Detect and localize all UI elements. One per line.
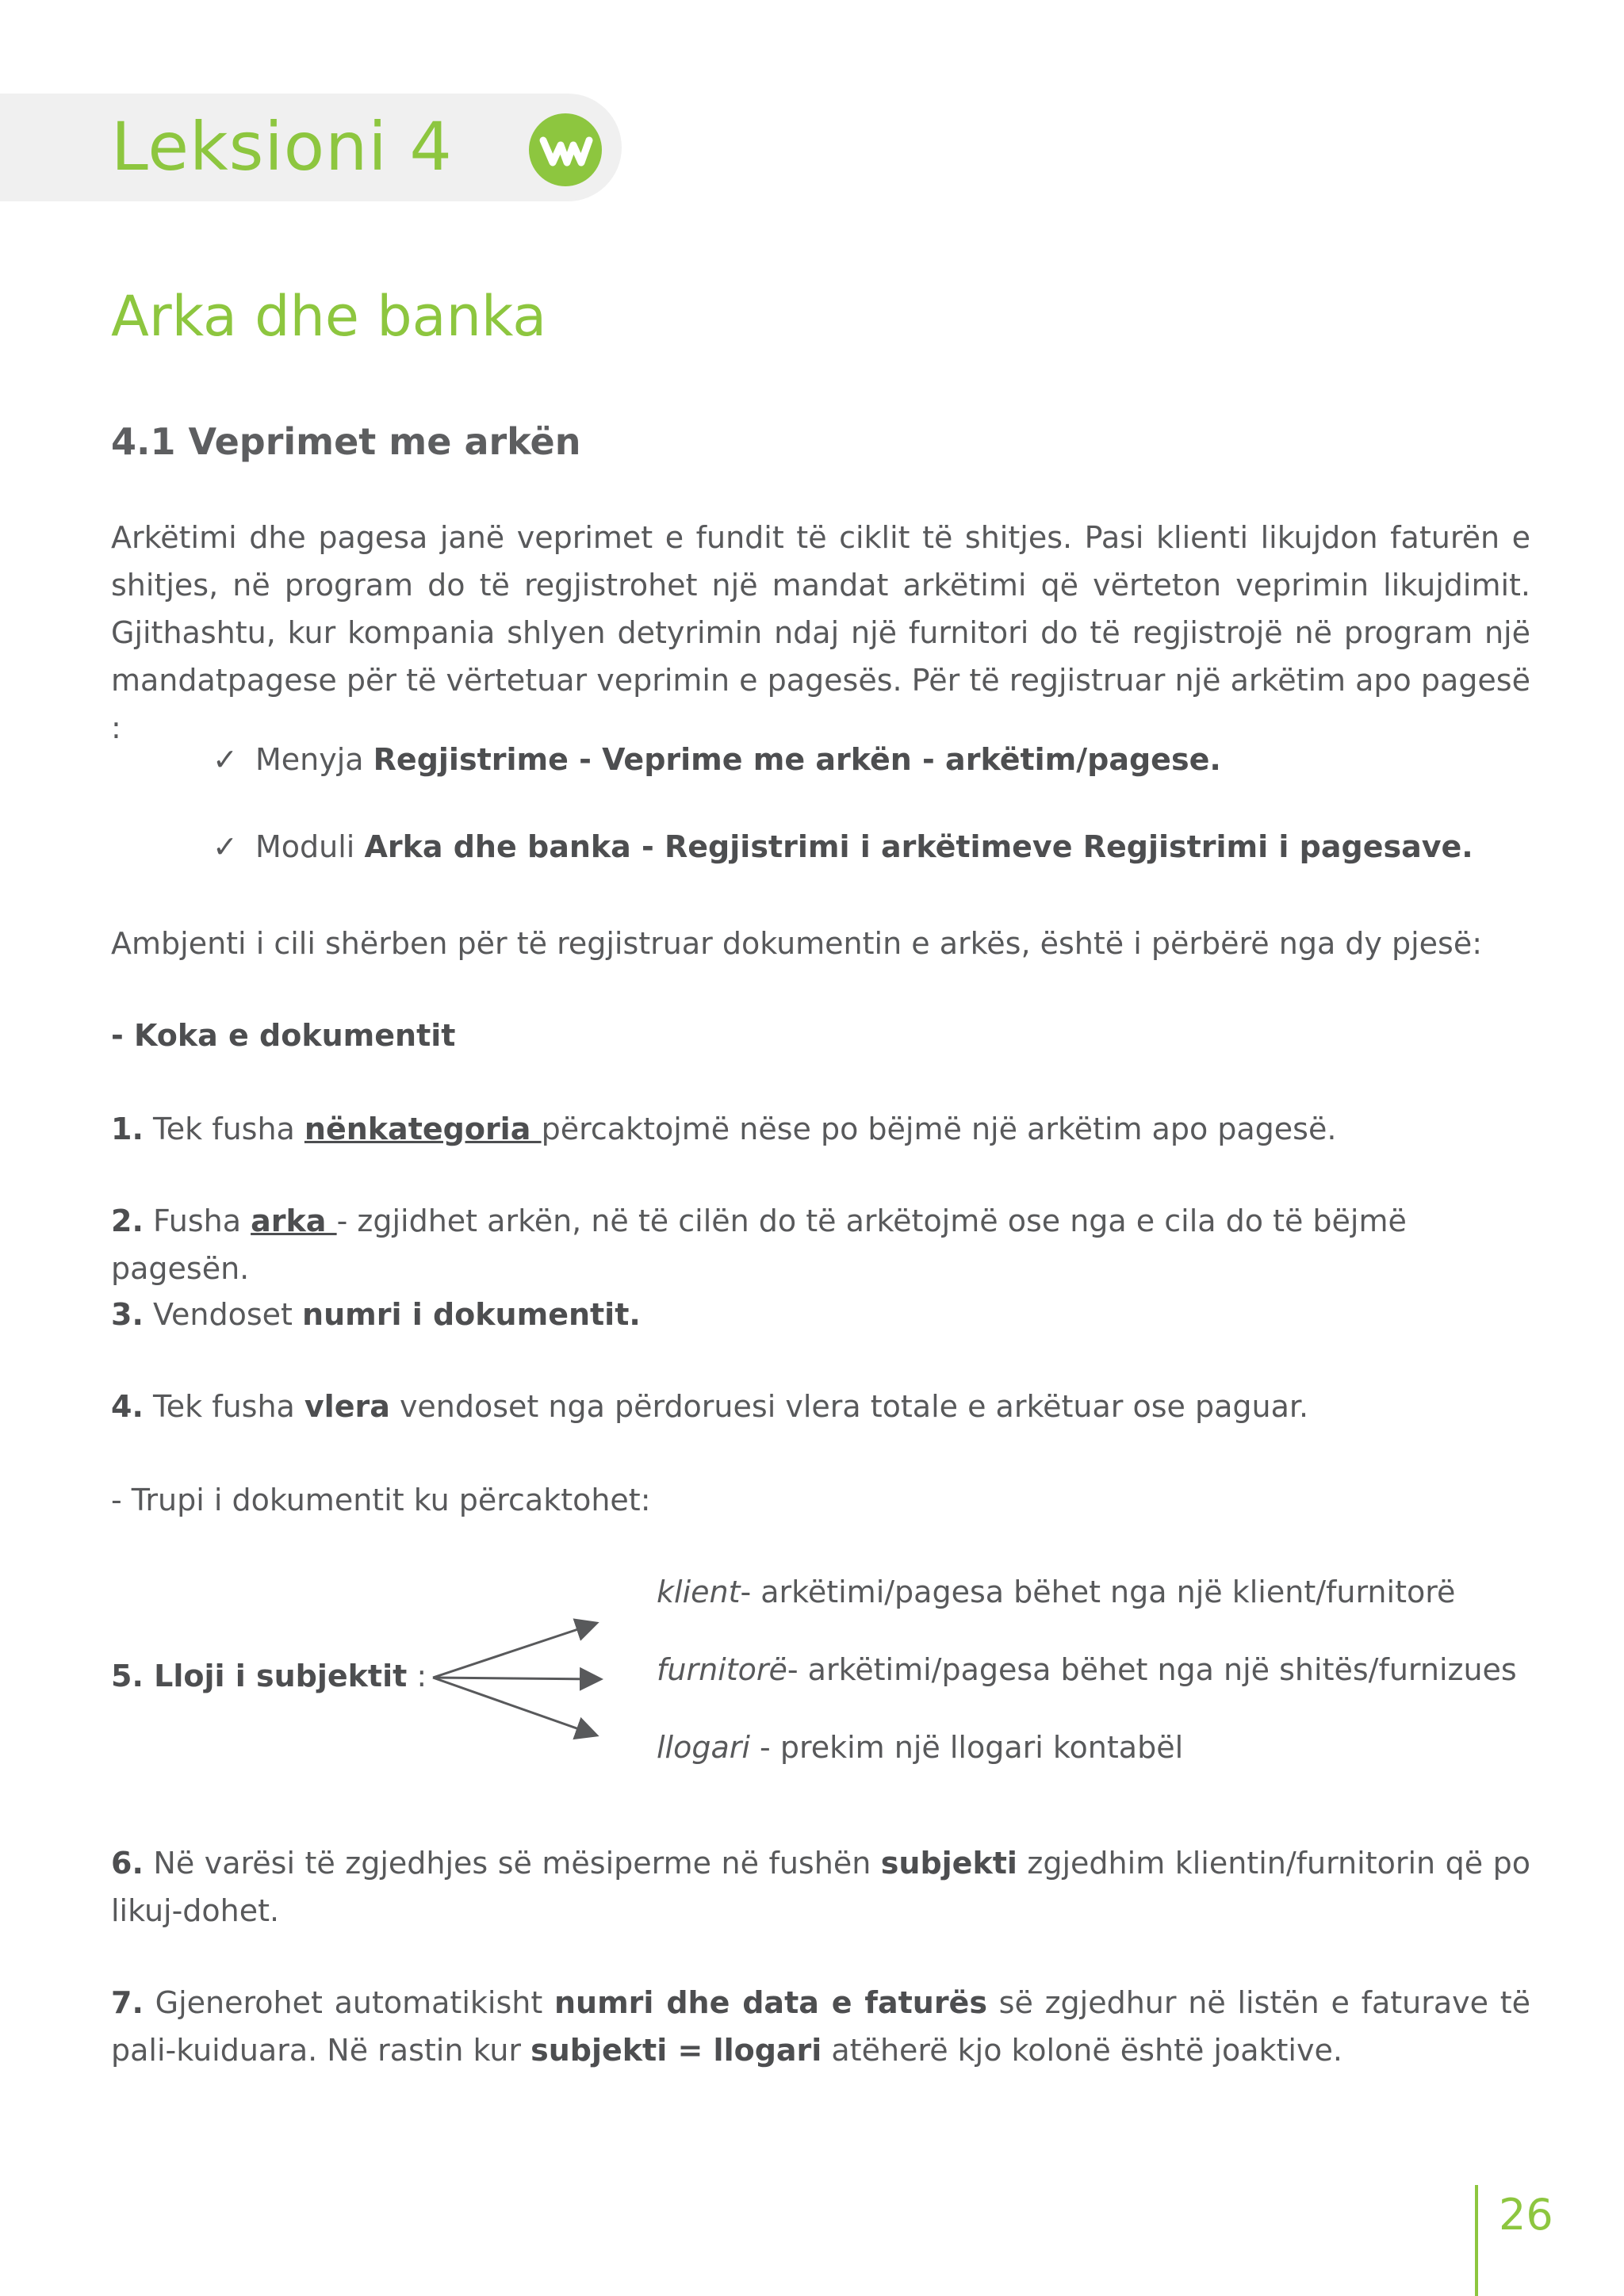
- ambient-paragraph: Ambjenti i cili shërben për të regjistruar dokumentin e arkës, është i përbërë nga dy pjesë:: [111, 926, 1483, 961]
- step-1: 1. Tek fusha nënkategoria përcaktojmë nëse po bëjmë një arkëtim apo pagesë.: [111, 1112, 1337, 1146]
- page-number: 26: [1499, 2190, 1553, 2240]
- page-number-rule: [1475, 2185, 1478, 2296]
- check-icon: ✓: [213, 829, 238, 864]
- subject-option: klient- arkëtimi/pagesa bëhet nga një klient/furnitorë: [657, 1575, 1456, 1609]
- chapter-title: Arka dhe banka: [111, 284, 547, 349]
- brand-logo-icon: [529, 113, 602, 186]
- step-4: 4. Tek fusha vlera vendoset nga përdoruesi vlera totale e arkëtuar ose paguar.: [111, 1389, 1309, 1424]
- subject-option: llogari - prekim një llogari kontabël: [657, 1730, 1184, 1765]
- step-3: 3. Vendoset numri i dokumentit.: [111, 1297, 641, 1332]
- step-2: 2. Fusha arka - zgjidhet arkën, në të cilën do të arkëtojmë ose nga e cila do të bëjmë pagesën.: [111, 1203, 1407, 1286]
- subject-type-label: 5. Lloji i subjektit :: [111, 1659, 427, 1693]
- lesson-title: Leksioni 4: [111, 108, 453, 186]
- list-item: ✓ Moduli Arka dhe banka - Regjistrimi i arkëtimeve Regjistrimi i pagesave.: [213, 829, 1473, 864]
- step-7: 7. Gjenerohet automatikisht numri dhe data e faturës së zgjedhur në listën e faturave të pali-kuiduara. Në rastin kur subjekti = llogari atëherë kjo kolonë është joaktive.: [111, 1985, 1531, 2068]
- arrow-icon: [428, 1609, 619, 1752]
- list-item: ✓ Menyja Regjistrime - Veprime me arkën - arkëtim/pagese.: [213, 742, 1221, 777]
- body-part-heading: - Trupi i dokumentit ku përcaktohet:: [111, 1483, 651, 1517]
- step-6: 6. Në varësi të zgjedhjes së mësiperme në fushën subjekti zgjedhim klientin/furnitorin që po likuj-dohet.: [111, 1846, 1530, 1928]
- check-icon: ✓: [213, 742, 238, 777]
- section-title: 4.1 Veprimet me arkën: [111, 420, 581, 463]
- intro-paragraph: Arkëtimi dhe pagesa janë veprimet e fundit të ciklit të shitjes. Pasi klienti likujdon faturën e shitjes, në program do të regjistrohet një mandat arkëtimi që vërteton veprimin likujdimit. Gjithashtu, kur kompania shlyen detyrimin ndaj një furnitori do të regjistrojë në program një mandatpagese për të vërtetuar veprimin e pagesës. Për të regjistruar një arkëtim apo pagesë :: [111, 520, 1530, 745]
- header-part-heading: - Koka e dokumentit: [111, 1018, 456, 1053]
- subject-option: furnitorë- arkëtimi/pagesa bëhet nga një shitës/furnizues: [657, 1652, 1517, 1687]
